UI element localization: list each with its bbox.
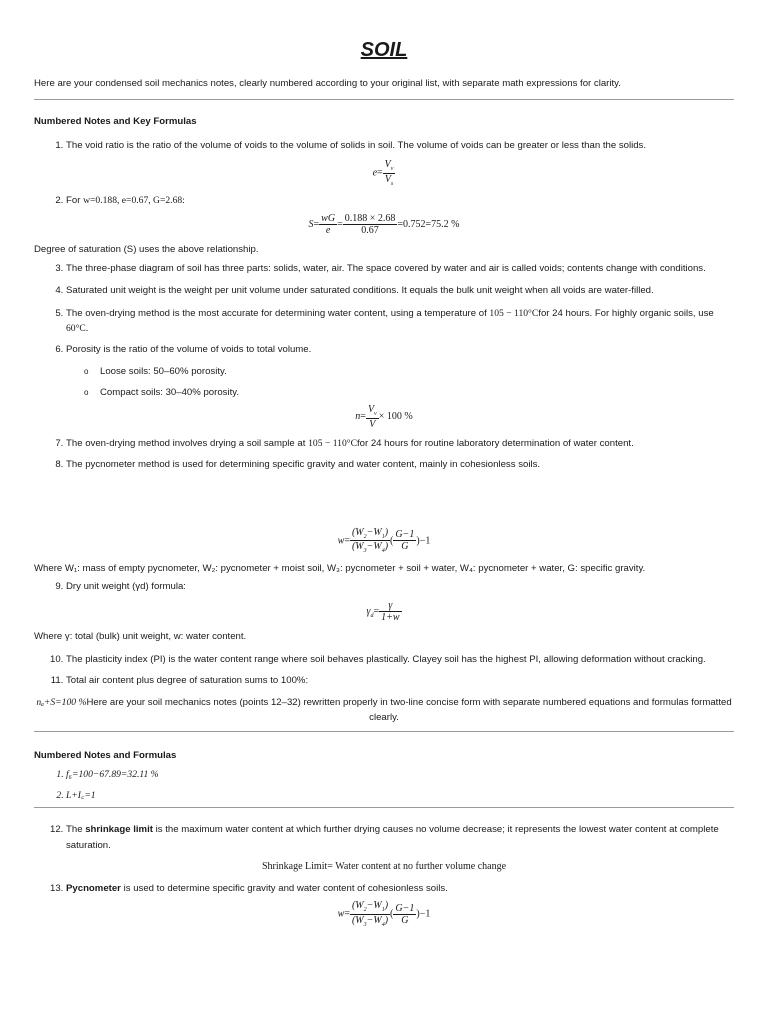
equation-shrinkage-limit: Shrinkage Limit= Water content at no further volume change — [261, 860, 507, 872]
pycnometer-legend: Where W₁: mass of empty pycnometer, W₂: pycnometer + moist soil, W₃: pycnometer + soil + water, W₄: pycnometer + water, G: specific gravity. — [34, 562, 646, 574]
notes-list-8 — [34, 881, 734, 896]
divider — [34, 99, 734, 100]
notes-list-7 — [34, 822, 734, 853]
page-title: SOIL — [360, 39, 408, 61]
note-13: 13. Pycnometer is used to determine specific gravity and water content of cohesionless soils. — [66, 881, 734, 896]
note-12: 12. The shrinkage limit is the maximum water content at which further drying causes no volume decrease; it represents the lowest water content at complete saturation. — [66, 822, 734, 853]
notes-list-1 — [34, 138, 734, 153]
equation-pycnometer-2: w= $\frac{(W_2-W_1)}{(W_3-W_4)}$ ( $\frac{G-1}{G}$ )−1 — [337, 900, 431, 928]
equation-void-ratio: e= $\frac{V_v}{V_s}$ — [372, 159, 394, 187]
sublist-item: o Compact soils: 30–40% porosity. — [84, 385, 734, 400]
section-heading-formulas: Numbered Notes and Formulas — [34, 750, 177, 762]
formula-2: 2. L+I꜀=1 — [66, 788, 734, 803]
note-11: 11. Total air content plus degree of saturation sums to 100%: — [66, 673, 734, 688]
note-5: 5. The oven-drying method is the most accurate for determining water content, using a temperature of 105 − 110°Cfor 24 hours. For highly organic soils, use 60°C. — [66, 306, 734, 337]
note-4: 4. Saturated unit weight is the weight per unit volume under saturated conditions. It equals the bulk unit weight when all voids are water-filled. — [66, 283, 734, 298]
note-9: 9. Dry unit weight (γd) formula: — [66, 579, 734, 594]
note-10: 10. The plasticity index (PI) is the water content range where soil behaves plastically. Clayey soil has the highest PI, allowing deformation without cracking. — [66, 652, 734, 667]
saturation-note: Degree of saturation (S) uses the above relationship. — [34, 243, 259, 255]
equation-pycnometer: w= $\frac{(W_2-W_1)}{(W_3-W_4)}$ ( $\frac{G-1}{G}$ )−1 — [337, 526, 431, 555]
notes-list-4 — [34, 436, 734, 473]
notes-list-5 — [34, 579, 734, 594]
notes-list-3 — [34, 261, 734, 358]
notes-list-6 — [34, 652, 734, 689]
dry-unit-weight-legend: Where γ: total (bulk) unit weight, w: water content. — [34, 631, 247, 643]
note-3: 3. The three-phase diagram of soil has three parts: solids, water, air. The space covered by water and air is called voids; contents change with conditions. — [66, 261, 734, 276]
formula-1: 1. f₆=100−67.89=32.11 % — [66, 767, 734, 782]
note-7: 7. The oven-drying method involves drying a soil sample at 105 − 110°Cfor 24 hours for routine laboratory determination of water content. — [66, 436, 734, 451]
continuation-text: nₐ+S=100 %Here are your soil mechanics notes (points 12–32) rewritten properly in two-line concise form with separate numbered equations and formulas formatted clearly. — [36, 696, 732, 723]
equation-porosity: n= $\frac{V_v}{V}$ × 100 % — [355, 404, 413, 430]
intro-text: Here are your condensed soil mechanics notes, clearly numbered according to your original list, with separate math expressions for clarity. — [34, 78, 621, 89]
divider — [34, 807, 734, 808]
section-heading-key-formulas: Numbered Notes and Key Formulas — [34, 116, 197, 128]
note-8: 8. The pycnometer method is used for determining specific gravity and water content, mainly in cohesionless soils. — [66, 457, 734, 472]
note-1: 1. The void ratio is the ratio of the volume of voids to the volume of solids in soil. The volume of voids can be greater or less than the solids. — [66, 138, 734, 153]
porosity-sublist — [34, 364, 734, 401]
notes-list-2 — [34, 193, 734, 208]
equation-dry-unit-weight: $\gamma_d=$ $\frac{\gamma}{1+w}$ — [366, 600, 400, 624]
note-2: 2. For w=0.188, e=0.67, G=2.68: — [66, 193, 734, 208]
sublist-item: o Loose soils: 50–60% porosity. — [84, 364, 734, 379]
equation-saturation: S= $\frac{wG}{e}$ = $\frac{0.188 \times 2.68}{0.67}$ =0.752=75.2 % — [308, 212, 460, 236]
divider — [34, 731, 734, 732]
formula-list — [34, 767, 734, 804]
note-6: 6. Porosity is the ratio of the volume of voids to total volume. — [66, 342, 734, 357]
